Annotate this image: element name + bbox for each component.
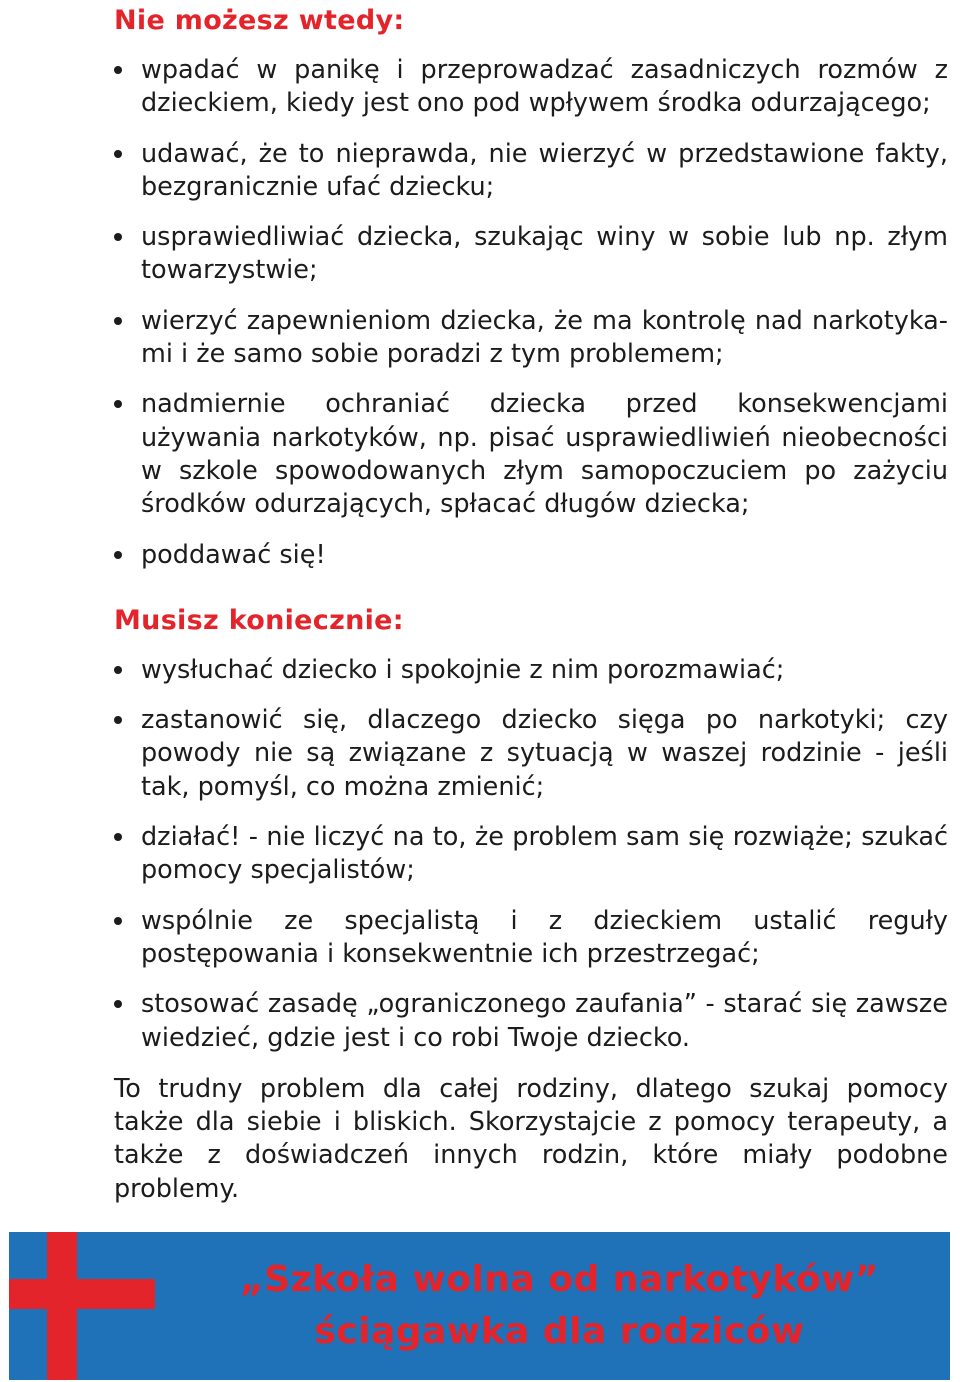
bullet-icon bbox=[114, 1000, 122, 1008]
list-item-text: stosować zasadę „ograniczonego zaufania” - starać się zawsze wiedzieć, gdzie jest i co robi Twoje dziecko. bbox=[141, 989, 948, 1053]
list-item bbox=[114, 654, 948, 687]
section-heading-cannot: Nie możesz wtedy: bbox=[114, 5, 405, 36]
list-item bbox=[114, 388, 948, 521]
bullet-icon bbox=[114, 551, 122, 559]
bullet-icon bbox=[114, 917, 122, 925]
list-item bbox=[114, 988, 948, 1055]
list-item-text: wpadać w panikę i przeprowadzać zasadniczych rozmów z dzieckiem, kiedy jest ono pod wpływem środka odurzającego; bbox=[141, 55, 948, 119]
list-item bbox=[114, 539, 948, 572]
bullet-icon bbox=[114, 666, 122, 674]
list-item-text: wspólnie ze specjalistą i z dzieckiem ustalić reguły postępowania i konsekwentnie ich przestrzegać; bbox=[141, 905, 948, 969]
bullet-icon bbox=[114, 716, 122, 724]
list-item bbox=[114, 221, 948, 288]
list-item bbox=[114, 905, 948, 972]
must-list bbox=[114, 654, 948, 1055]
list-item bbox=[114, 821, 948, 888]
list-item-text: nadmiernie ochraniać dziecka przed konsekwencjami używania narkotyków, np. pisać usprawiedliwień nieobecności w szkole spowodowanych złym samopoczuciem po zażyciu środków odurzających, spłacać długów dziecka; bbox=[141, 389, 948, 520]
list-item bbox=[114, 704, 948, 804]
list-item bbox=[114, 138, 948, 205]
bullet-icon bbox=[114, 66, 122, 74]
section-heading-must: Musisz koniecznie: bbox=[114, 604, 404, 636]
bullet-icon bbox=[114, 833, 122, 841]
list-item-text: działać! - nie liczyć na to, że problem sam się rozwiąże; szukać pomocy specjalistów; bbox=[141, 822, 948, 886]
bullet-icon bbox=[114, 400, 122, 408]
list-item bbox=[114, 54, 948, 121]
banner-title bbox=[169, 1254, 950, 1358]
bullet-icon bbox=[114, 317, 122, 325]
red-cross-bar bbox=[9, 1279, 155, 1309]
footer-banner bbox=[9, 1232, 950, 1380]
list-item-text: wierzyć zapewnieniom dziecka, że ma kontrolę nad narkotyka-mi i że samo sobie poradzi z tym problemem; bbox=[141, 305, 948, 370]
bullet-icon bbox=[114, 150, 122, 158]
list-item bbox=[114, 305, 948, 372]
cannot-list bbox=[114, 54, 948, 572]
bullet-icon bbox=[114, 233, 122, 241]
list-item-text: zastanowić się, dlaczego dziecko sięga po narkotyki; czy powody nie są związane z sytuacją w waszej rodzinie - jeśli tak, pomyśl, co można zmienić; bbox=[141, 705, 948, 802]
list-item-text: udawać, że to nieprawda, nie wierzyć w przedstawione fakty, bezgranicznie ufać dziecku; bbox=[141, 138, 948, 202]
list-item-text: wysłuchać dziecko i spokojnie z nim porozmawiać; bbox=[141, 654, 785, 685]
document-body bbox=[114, 0, 948, 1206]
list-item-text: usprawiedliwiać dziecka, szukając winy w sobie lub np. złym towarzystwie; bbox=[141, 222, 948, 286]
banner-line-1: „Szkoła wolna od narkotyków” bbox=[240, 1259, 879, 1300]
banner-line-2: ściągawka dla rodziców bbox=[314, 1311, 805, 1352]
closing-paragraph: To trudny problem dla całej rodziny, dlatego szukaj pomocy także dla siebie i bliskich. Skorzystajcie z pomocy terapeuty, a także z doświadczeń innych rodzin, które miały podobne problemy. bbox=[114, 1073, 948, 1204]
list-item-text: poddawać się! bbox=[141, 539, 326, 570]
